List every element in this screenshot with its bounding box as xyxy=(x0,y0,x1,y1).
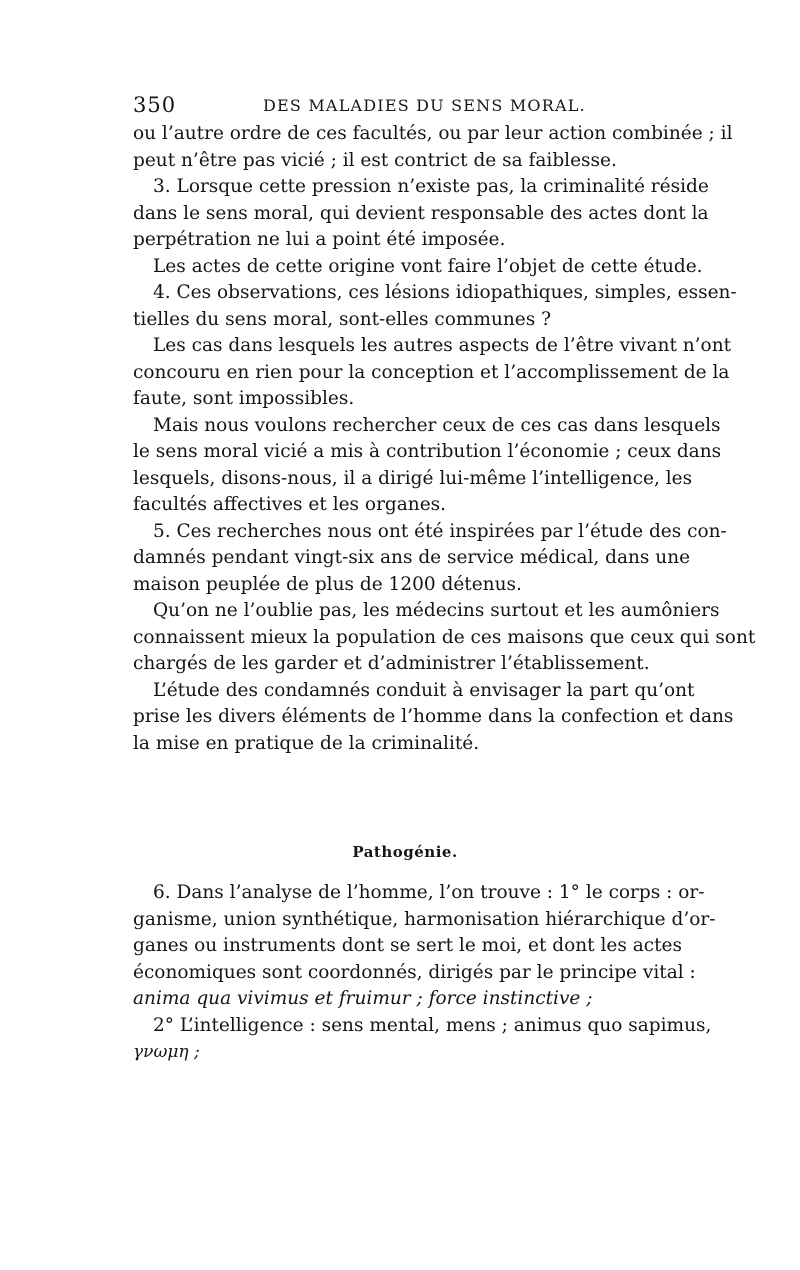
text-line: 4. Ces observations, ces lésions idiopathiques, simples, essen- xyxy=(153,282,737,303)
text-line: anima qua vivimus et fruimur ; force instinctive ; xyxy=(133,988,593,1009)
text-line: 6. Dans l’analyse de l’homme, l’on trouve : 1° le corps : or- xyxy=(153,882,705,903)
text-line: 3. Lorsque cette pression n’existe pas, la criminalité réside xyxy=(153,176,709,197)
text-line: ou l’autre ordre de ces facultés, ou par leur action combinée ; il xyxy=(133,123,733,144)
text-line: perpétration ne lui a point été imposée. xyxy=(133,229,506,250)
text-line: Les actes de cette origine vont faire l’objet de cette étude. xyxy=(153,255,703,277)
body-text-top xyxy=(133,121,756,757)
text-line: Les cas dans lesquels les autres aspects de l’être vivant n’ont xyxy=(153,335,732,356)
text-line: 2° L’intelligence : sens mental, mens ; animus quo sapimus, xyxy=(153,1014,712,1036)
running-head xyxy=(133,93,673,119)
text-line: la mise en pratique de la criminalité. xyxy=(133,732,480,754)
text-line: Mais nous voulons rechercher ceux de ces cas dans lesquels xyxy=(153,414,721,436)
text-line: le sens moral vicié a mis à contribution l’économie ; ceux dans xyxy=(133,441,722,462)
text-line: γνωμη ; xyxy=(133,1042,200,1062)
text-line: tielles du sens moral, sont-elles communes ? xyxy=(133,308,552,330)
text-line: ganisme, union synthétique, harmonisation hiérarchique d’or- xyxy=(133,908,716,930)
text-line: chargés de les garder et d’administrer l’établissement. xyxy=(133,653,650,674)
text-line: dans le sens moral, qui devient responsable des actes dont la xyxy=(133,202,709,224)
text-line: L’étude des condamnés conduit à envisager la part qu’ont xyxy=(153,679,695,701)
body-text-bottom xyxy=(133,880,716,1066)
text-line: peut n’être pas vicié ; il est contrict de sa faiblesse. xyxy=(133,149,617,171)
text-line: ganes ou instruments dont se sert le moi, et dont les actes xyxy=(133,935,682,956)
text-line: concouru en rien pour la conception et l’accomplissement de la xyxy=(133,361,730,383)
text-line: facultés affectives et les organes. xyxy=(133,494,447,515)
page-number: 350 xyxy=(133,93,177,117)
section-heading: Pathogénie. xyxy=(352,843,458,861)
text-line: 5. Ces recherches nous ont été inspirées par l’étude des con- xyxy=(153,520,727,542)
text-line: lesquels, disons-nous, il a dirigé lui-même l’intelligence, les xyxy=(133,467,693,489)
text-line: Qu’on ne l’oublie pas, les médecins surtout et les aumôniers xyxy=(153,600,720,621)
text-line: faute, sont impossibles. xyxy=(133,388,355,409)
text-line: connaissent mieux la population de ces maisons que ceux qui sont xyxy=(133,626,756,648)
text-line: damnés pendant vingt-six ans de service médical, dans une xyxy=(133,547,691,568)
text-line: maison peuplée de plus de 1200 détenus. xyxy=(133,573,522,595)
text-line: prise les divers éléments de l’homme dans la confection et dans xyxy=(133,706,734,727)
running-title: DES MALADIES DU SENS MORAL. xyxy=(263,96,586,115)
text-line: économiques sont coordonnés, dirigés par le principe vital : xyxy=(133,961,696,983)
